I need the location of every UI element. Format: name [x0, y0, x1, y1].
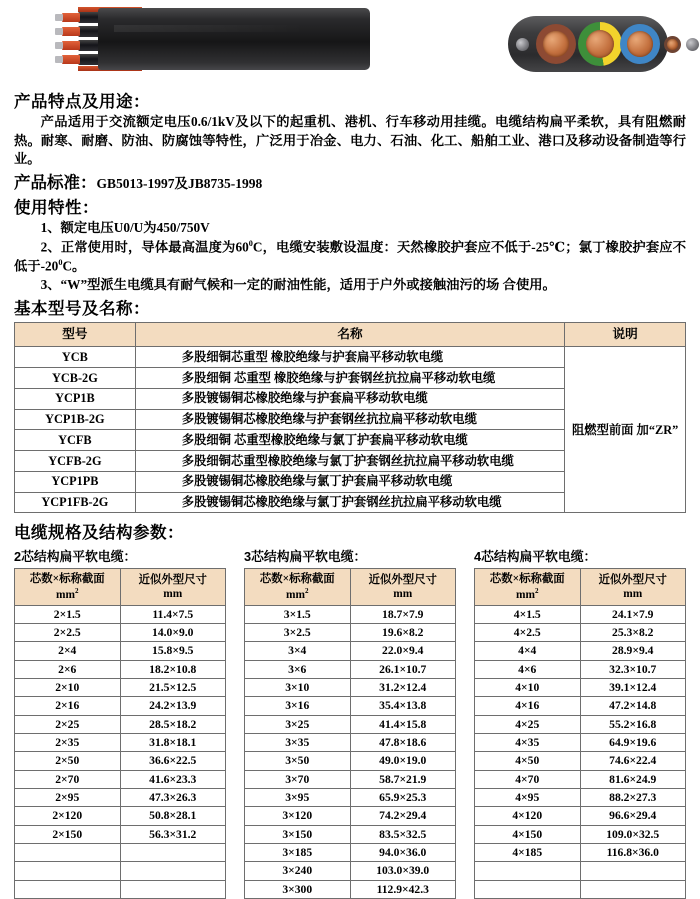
cell-dimension: 47.8×18.6 [350, 733, 456, 751]
models-table [14, 322, 686, 513]
steel-wire-right [686, 38, 699, 51]
cell-dimension: 81.6×24.9 [580, 770, 686, 788]
cell-dimension: 47.2×14.8 [580, 697, 686, 715]
spec-tables-row [14, 544, 686, 899]
cell-dimension: 55.2×16.8 [580, 715, 686, 733]
cell-dimension: 26.1×10.7 [350, 660, 456, 678]
cable-sheath [98, 8, 370, 70]
cell-name: 多股镀锡铜芯橡胶绝缘与护套扁平移动软电缆 [135, 388, 564, 409]
cell-spec: 3×6 [245, 660, 351, 678]
cell-dimension: 18.2×10.8 [120, 660, 226, 678]
spec-table [14, 568, 226, 899]
cell-spec: 2×1.5 [15, 605, 121, 623]
spec-table-group [14, 544, 226, 899]
usage-item-2-part-b: C，电缆安装敷设温度：天然橡胶护套应不低于-25℃；氯丁橡胶护套应不低于-20 [14, 239, 686, 274]
cell-spec: 4×6 [475, 660, 581, 678]
cell-dimension: 15.8×9.5 [120, 642, 226, 660]
col-header-dimension: 近似外型尺寸 mm [120, 569, 226, 605]
cell-dimension: 11.4×7.5 [120, 605, 226, 623]
table-row [15, 752, 226, 770]
table-row [245, 862, 456, 880]
steel-wire-left [516, 38, 529, 51]
standard-value: GB5013-1997及JB8735-1998 [96, 175, 263, 191]
cell-name: 多股镀锡铜芯橡胶绝缘与护套钢丝抗拉扁平移动软电缆 [135, 409, 564, 430]
models-heading: 基本型号及名称： [14, 300, 150, 319]
table-row [245, 843, 456, 861]
cell-dimension: 28.9×9.4 [580, 642, 686, 660]
table-row [475, 825, 686, 843]
table-row [245, 733, 456, 751]
table-header-row [475, 569, 686, 605]
table-row [15, 843, 226, 861]
standard-label: 产品标准： [14, 173, 97, 192]
cell-spec: 3×16 [245, 697, 351, 715]
table-row [245, 660, 456, 678]
table-header-row [15, 323, 686, 347]
core-yellow-green [578, 22, 622, 66]
cell-model: YCP1B-2G [15, 409, 136, 430]
cell-model: YCFB [15, 430, 136, 451]
cell-spec: 2×25 [15, 715, 121, 733]
features-body: 产品适用于交流额定电压0.6/1kV及以下的起重机、港机、行车移动用挂缆。电缆结构扁平柔软，具有阻燃耐热。耐寒、耐磨、防油、防腐蚀等特性，广泛用于冶金、电力、石油、化工、船舶工业、港口及移动设备制造等行业。 [14, 114, 686, 167]
cell-spec: 4×10 [475, 678, 581, 696]
cell-dimension: 112.9×42.3 [350, 880, 456, 898]
cell-name: 多股镀锡铜芯橡胶绝缘与氯丁护套钢丝抗拉扁平移动软电缆 [135, 492, 564, 513]
table-row [15, 770, 226, 788]
degree-sup: 0 [58, 258, 63, 267]
cell-empty [475, 880, 581, 898]
table-row [475, 605, 686, 623]
cell-spec: 3×2.5 [245, 623, 351, 641]
spec-table-caption: 3芯结构扁平软电缆： [244, 549, 367, 565]
table-header-row [245, 569, 456, 605]
cell-dimension: 21.5×12.5 [120, 678, 226, 696]
table-row [475, 642, 686, 660]
cell-dimension: 32.3×10.7 [580, 660, 686, 678]
cell-spec: 3×185 [245, 843, 351, 861]
cell-spec: 3×50 [245, 752, 351, 770]
table-row [245, 807, 456, 825]
table-row [475, 733, 686, 751]
cell-dimension: 109.0×32.5 [580, 825, 686, 843]
table-row [475, 880, 686, 898]
col-header-note: 说明 [565, 323, 686, 347]
cell-dimension: 31.2×12.4 [350, 678, 456, 696]
cell-dimension: 35.4×13.8 [350, 697, 456, 715]
cell-spec: 2×35 [15, 733, 121, 751]
cell-spec: 2×6 [15, 660, 121, 678]
cell-model: YCP1PB [15, 471, 136, 492]
cell-model: YCB [15, 347, 136, 368]
cell-dimension: 74.2×29.4 [350, 807, 456, 825]
table-row [15, 642, 226, 660]
cell-spec: 3×10 [245, 678, 351, 696]
cell-dimension: 18.7×7.9 [350, 605, 456, 623]
spec-table [474, 568, 686, 899]
table-row [475, 697, 686, 715]
cell-spec: 3×35 [245, 733, 351, 751]
table-row [475, 623, 686, 641]
table-row [15, 880, 226, 898]
table-row [245, 642, 456, 660]
col-header-name: 名称 [135, 323, 564, 347]
table-row [15, 623, 226, 641]
spec-table [244, 568, 456, 899]
cell-dimension: 19.6×8.2 [350, 623, 456, 641]
cell-dimension: 31.8×18.1 [120, 733, 226, 751]
cell-spec: 4×1.5 [475, 605, 581, 623]
cell-dimension: 96.6×29.4 [580, 807, 686, 825]
cell-spec: 3×120 [245, 807, 351, 825]
cell-dimension: 58.7×21.9 [350, 770, 456, 788]
cell-spec: 4×95 [475, 788, 581, 806]
cell-spec: 2×50 [15, 752, 121, 770]
cell-empty [120, 880, 226, 898]
spec-table-caption: 4芯结构扁平软电缆： [474, 549, 597, 565]
col-header-spec: 芯数×标称截面 $mm^2$ [475, 569, 581, 605]
table-row [15, 733, 226, 751]
table-header-row [15, 569, 226, 605]
cell-spec: 4×185 [475, 843, 581, 861]
table-row [475, 660, 686, 678]
col-header-spec: 芯数×标称截面 $mm^2$ [245, 569, 351, 605]
usage-heading: 使用特性： [14, 198, 99, 217]
cell-spec: 4×35 [475, 733, 581, 751]
usage-item-2 [14, 238, 686, 277]
table-row [245, 788, 456, 806]
cell-spec: 3×300 [245, 880, 351, 898]
cell-spec: 2×120 [15, 807, 121, 825]
cell-dimension: 22.0×9.4 [350, 642, 456, 660]
usage-item-1: 1、额定电压U0/U为450/750V [40, 219, 210, 235]
cell-empty [120, 862, 226, 880]
cell-spec: 4×150 [475, 825, 581, 843]
cell-name: 多股细铜 芯重型橡胶绝缘与氯丁护套扁平移动软电缆 [135, 430, 564, 451]
cell-spec: 2×2.5 [15, 623, 121, 641]
table-row [245, 752, 456, 770]
cell-dimension: 116.8×36.0 [580, 843, 686, 861]
cell-empty [120, 843, 226, 861]
col-header-dimension: 近似外型尺寸 mm [350, 569, 456, 605]
standard-heading [14, 169, 700, 193]
cell-dimension: 88.2×27.3 [580, 788, 686, 806]
product-photos [0, 0, 700, 88]
cell-empty [475, 862, 581, 880]
cell-spec: 4×70 [475, 770, 581, 788]
features-heading: 产品特点及用途： [14, 93, 150, 111]
cell-spec: 3×70 [245, 770, 351, 788]
table-row [15, 715, 226, 733]
cell-model: YCFB-2G [15, 451, 136, 472]
core-brown [536, 24, 576, 64]
cell-dimension: 36.6×22.5 [120, 752, 226, 770]
cell-empty [15, 862, 121, 880]
cell-model: YCP1B [15, 388, 136, 409]
cell-note: 阻燃型前面 加“ZR” [565, 347, 686, 513]
table-row [15, 678, 226, 696]
cell-spec: 4×50 [475, 752, 581, 770]
degree-sup: 0 [248, 238, 253, 248]
table-row [245, 825, 456, 843]
cell-name: 多股镀锡铜芯橡胶绝缘与氯丁护套扁平移动软电缆 [135, 471, 564, 492]
table-row [475, 715, 686, 733]
table-row [475, 862, 686, 880]
cell-spec: 3×150 [245, 825, 351, 843]
cell-spec: 2×16 [15, 697, 121, 715]
cell-spec: 3×4 [245, 642, 351, 660]
cell-spec: 2×70 [15, 770, 121, 788]
cell-dimension: 74.6×22.4 [580, 752, 686, 770]
cell-dimension: 56.3×31.2 [120, 825, 226, 843]
cell-spec: 2×4 [15, 642, 121, 660]
cell-spec: 3×1.5 [245, 605, 351, 623]
cell-model: YCP1FB-2G [15, 492, 136, 513]
cell-name: 多股细铜芯重型 橡胶绝缘与护套扁平移动软电缆 [135, 347, 564, 368]
table-row [245, 770, 456, 788]
core-ground [664, 36, 681, 53]
spec-table-caption: 2芯结构扁平软电缆： [14, 549, 137, 565]
cell-dimension: 24.2×13.9 [120, 697, 226, 715]
cable-cross-section-photo [508, 16, 668, 72]
cell-empty [580, 880, 686, 898]
cell-dimension: 25.3×8.2 [580, 623, 686, 641]
cell-spec: 4×16 [475, 697, 581, 715]
cell-spec: 2×95 [15, 788, 121, 806]
table-row [245, 697, 456, 715]
col-header-model: 型号 [15, 323, 136, 347]
spec-table-group [244, 544, 456, 899]
table-row [475, 788, 686, 806]
cell-spec: 3×95 [245, 788, 351, 806]
core-blue [620, 24, 660, 64]
table-row [15, 807, 226, 825]
cell-spec: 2×150 [15, 825, 121, 843]
cell-spec: 4×4 [475, 642, 581, 660]
table-row [475, 678, 686, 696]
table-row [15, 660, 226, 678]
cell-dimension: 47.3×26.3 [120, 788, 226, 806]
col-header-dimension: 近似外型尺寸 mm [580, 569, 686, 605]
usage-item-2-part-c: C。 [62, 258, 86, 274]
cell-dimension: 94.0×36.0 [350, 843, 456, 861]
cell-name: 多股细铜 芯重型 橡胶绝缘与护套钢丝抗拉扁平移动软电缆 [135, 368, 564, 389]
cell-spec: 4×120 [475, 807, 581, 825]
cell-spec: 4×25 [475, 715, 581, 733]
table-row [15, 825, 226, 843]
cell-spec: 3×25 [245, 715, 351, 733]
table-row [15, 605, 226, 623]
cell-dimension: 28.5×18.2 [120, 715, 226, 733]
col-header-spec: 芯数×标称截面 $mm^2$ [15, 569, 121, 605]
cell-dimension: 41.4×15.8 [350, 715, 456, 733]
usage-item-2-part-a: 2、正常使用时，导体最高温度为60 [40, 239, 249, 255]
cell-spec: 4×2.5 [475, 623, 581, 641]
cell-dimension: 39.1×12.4 [580, 678, 686, 696]
cell-dimension: 49.0×19.0 [350, 752, 456, 770]
table-row [15, 788, 226, 806]
table-row [475, 752, 686, 770]
cell-spec: 2×10 [15, 678, 121, 696]
table-row [245, 623, 456, 641]
table-row [15, 697, 226, 715]
cell-spec: 3×240 [245, 862, 351, 880]
cell-dimension: 64.9×19.6 [580, 733, 686, 751]
cell-dimension: 24.1×7.9 [580, 605, 686, 623]
cell-dimension: 83.5×32.5 [350, 825, 456, 843]
cell-name: 多股细铜芯重型橡胶绝缘与氯丁护套钢丝抗拉扁平移动软电缆 [135, 451, 564, 472]
table-row [245, 678, 456, 696]
usage-item-3: 3、“W”型派生电缆具有耐气候和一定的耐油性能，适用于户外或接触油污的场 合使用。 [40, 277, 556, 293]
table-row [245, 605, 456, 623]
table-row [475, 807, 686, 825]
spec-table-group [474, 544, 686, 899]
flat-cable-photo [60, 8, 370, 70]
table-row [245, 715, 456, 733]
cell-dimension: 65.9×25.3 [350, 788, 456, 806]
table-row [15, 347, 686, 368]
cell-empty [15, 843, 121, 861]
cell-dimension: 41.6×23.3 [120, 770, 226, 788]
cell-empty [580, 862, 686, 880]
cell-dimension: 14.0×9.0 [120, 623, 226, 641]
specs-heading: 电缆规格及结构参数： [14, 524, 184, 543]
cell-dimension: 50.8×28.1 [120, 807, 226, 825]
table-row [245, 880, 456, 898]
cell-empty [15, 880, 121, 898]
table-row [475, 843, 686, 861]
cell-dimension: 103.0×39.0 [350, 862, 456, 880]
cell-model: YCB-2G [15, 368, 136, 389]
table-row [15, 862, 226, 880]
table-row [475, 770, 686, 788]
